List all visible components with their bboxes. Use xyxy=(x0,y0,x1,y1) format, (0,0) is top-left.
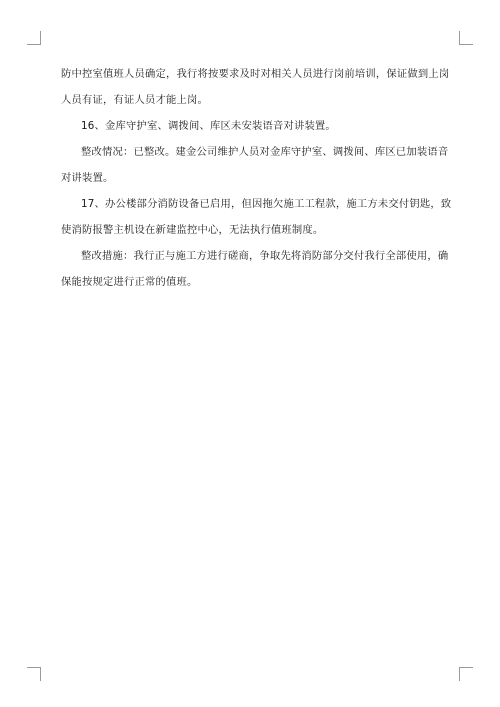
rectification-status-line: 整改情况：已整改。建金公司维护人员对金库守护室、调拨间、库区已加装语音 xyxy=(81,146,449,158)
crop-mark-top-left xyxy=(27,31,41,45)
item-heading-17: 17、办公楼部分消防设备已启用，但因拖欠施工工程款，施工方未交付钥匙，致 xyxy=(81,198,452,210)
paragraph-line: 防中控室值班人员确定，我行将按要求及时对相关人员进行岗前培训，保证做到上岗 xyxy=(61,68,450,80)
paragraph-line: 使消防报警主机设在新建监控中心，无法执行值班制度。 xyxy=(61,224,324,236)
document-body xyxy=(61,66,452,300)
crop-mark-top-right xyxy=(459,31,473,45)
rectification-measure-line: 整改措施：我行正与施工方进行磋商，争取先将消防部分交付我行全部使用，确 xyxy=(81,250,449,262)
paragraph-line: 保能按规定进行正常的值班。 xyxy=(61,276,198,288)
paragraph-line: 对讲装置。 xyxy=(61,172,114,184)
item-heading-16: 16、金库守护室、调拨间、库区未安装语音对讲装置。 xyxy=(81,120,336,132)
crop-mark-bottom-right xyxy=(459,667,473,681)
paragraph-line: 人员有证，有证人员才能上岗。 xyxy=(61,94,208,106)
crop-mark-bottom-left xyxy=(27,667,41,681)
